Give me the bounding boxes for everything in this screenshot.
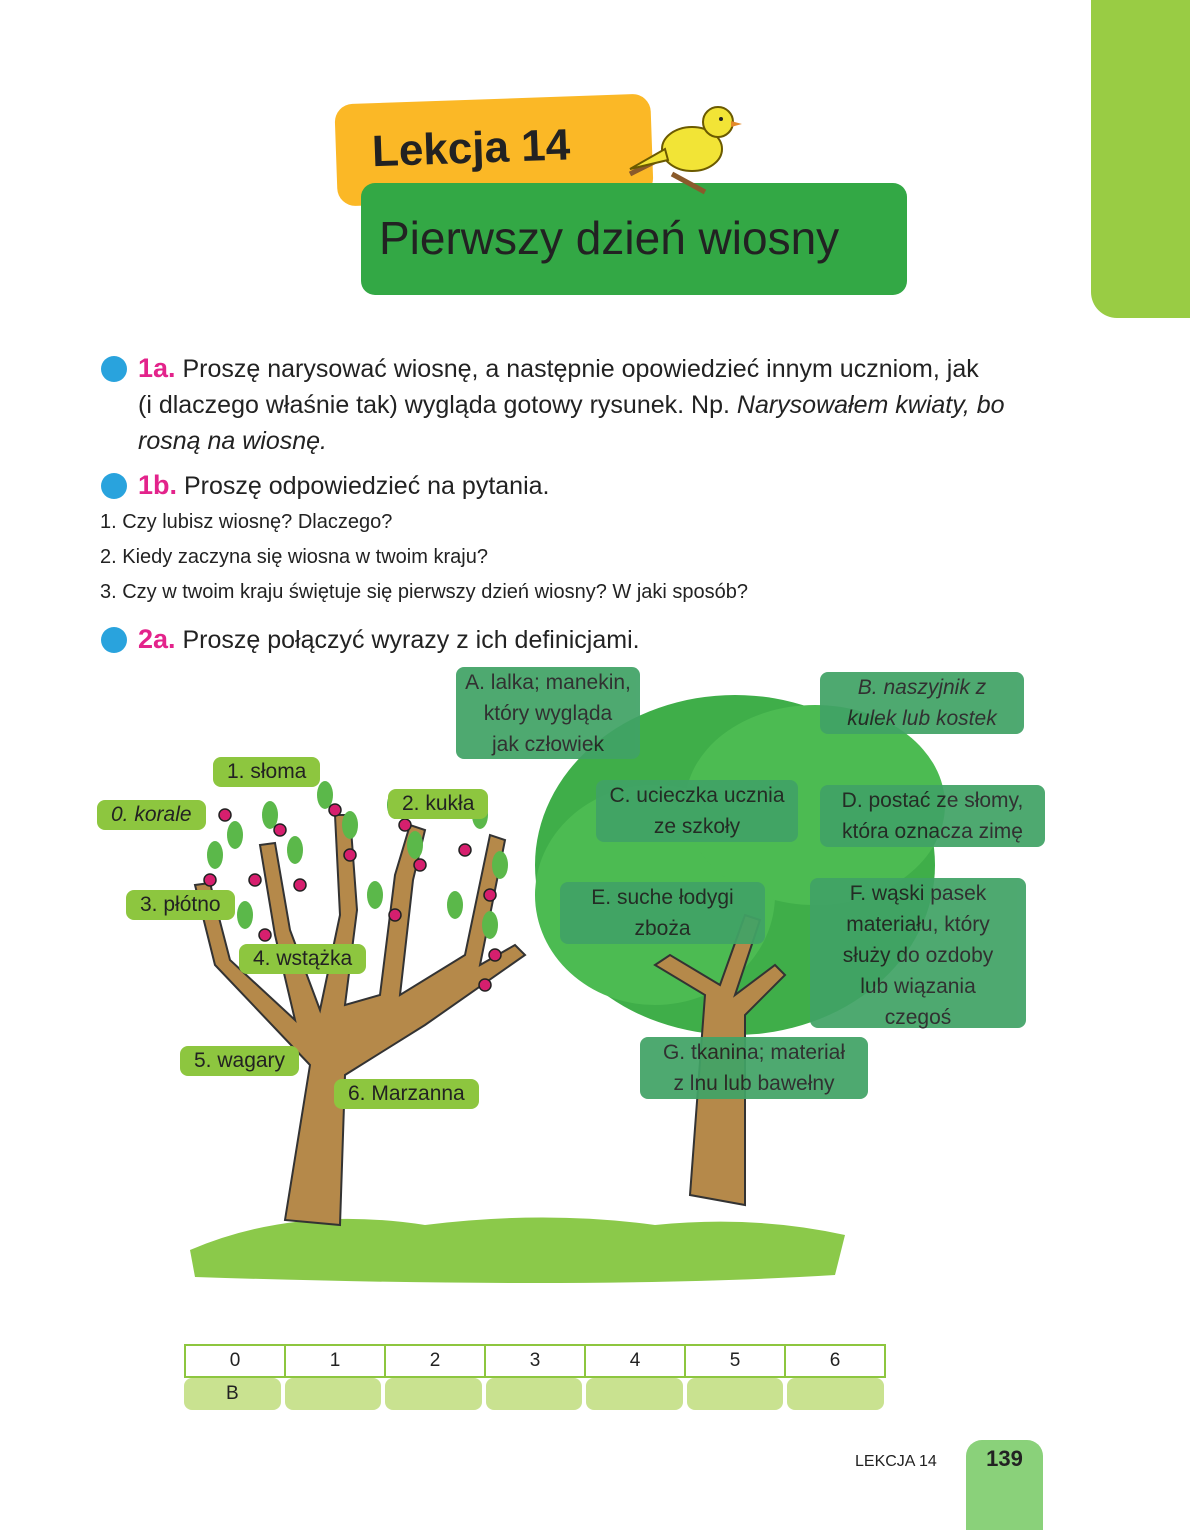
definition-a-line: A. lalka; manekin, (465, 671, 631, 694)
definition-a (456, 667, 640, 759)
speaking-icon (101, 473, 127, 499)
definition-c-line: ze szkoły (653, 815, 741, 838)
exercise-2a (138, 621, 640, 658)
question-1: 1. Czy lubisz wiosnę? Dlaczego? (100, 511, 393, 533)
side-color-tab (1091, 0, 1190, 318)
definition-f-line: lub wiązania (860, 975, 976, 998)
exercise-2a-text: Proszę połączyć wyrazy z ich definicjami. (182, 626, 640, 654)
exercise-1b-number: 1b. (138, 470, 178, 500)
answer-cell[interactable] (285, 1378, 382, 1410)
definition-g-line: G. tkanina; materiał (662, 1041, 846, 1064)
page-number-tab (966, 1440, 1043, 1530)
word-1: 1. słoma (213, 757, 320, 787)
page-number: 139 (986, 1446, 1023, 1471)
answer-cell[interactable]: B (184, 1378, 281, 1410)
answer-header-cell: 4 (586, 1346, 686, 1376)
definition-f-line: materiału, który (846, 913, 990, 936)
answer-header-cell: 0 (186, 1346, 286, 1376)
word-2: 2. kukła (388, 789, 488, 819)
definition-c-line: C. ucieczka ucznia (609, 784, 785, 807)
word-4: 4. wstążka (239, 944, 366, 974)
definition-g (640, 1037, 868, 1099)
definition-e-line: E. suche łodygi (591, 886, 734, 909)
definition-b (820, 672, 1024, 734)
definition-f (810, 878, 1026, 1028)
definition-a-line: jak człowiek (491, 733, 605, 756)
word-0: 0. korale (97, 800, 206, 830)
word-6: 6. Marzanna (334, 1079, 479, 1109)
definition-f-line: służy do ozdoby (842, 944, 994, 967)
reading-icon (101, 627, 127, 653)
exercise-1a-example-part2: rosną na wiosnę. (138, 427, 328, 455)
exercise-1b-text: Proszę odpowiedzieć na pytania. (183, 472, 550, 500)
definition-g-line: z lnu lub bawełny (673, 1072, 835, 1095)
exercise-1a-text-line2: (i dlaczego właśnie tak) wygląda gotowy rysunek. Np. (138, 391, 737, 419)
answer-cell[interactable] (385, 1378, 482, 1410)
answer-header-cell: 1 (286, 1346, 386, 1376)
answer-cell[interactable] (586, 1378, 683, 1410)
definition-d-line: D. postać ze słomy, (841, 789, 1024, 812)
lesson-label: Lekcja 14 (371, 120, 571, 177)
exercise-1a-example-part1: Narysowałem kwiaty, bo (736, 391, 1005, 419)
answer-header-cell: 3 (486, 1346, 586, 1376)
answer-table-header (184, 1344, 886, 1378)
word-5: 5. wagary (180, 1046, 299, 1076)
answer-header-cell: 2 (386, 1346, 486, 1376)
definition-b-line: B. naszyjnik z (857, 676, 987, 699)
definition-f-line: czegoś (884, 1006, 952, 1029)
exercise-2a-number: 2a. (138, 624, 176, 654)
exercise-1b (138, 467, 549, 504)
answer-cell[interactable] (787, 1378, 884, 1410)
answer-cell[interactable] (486, 1378, 583, 1410)
answer-header-cell: 5 (686, 1346, 786, 1376)
page-title: Pierwszy dzień wiosny (379, 212, 840, 264)
word-3: 3. płótno (126, 890, 235, 920)
reading-icon (101, 356, 127, 382)
exercise-1a-number: 1a. (138, 353, 176, 383)
definition-e-line: zboża (634, 917, 691, 940)
question-2: 2. Kiedy zaczyna się wiosna w twoim kraju? (100, 546, 488, 568)
definition-d-line: która oznacza zimę (842, 820, 1023, 843)
exercise-1a (138, 350, 1043, 459)
definition-c (596, 780, 798, 842)
definition-d (820, 785, 1045, 847)
answer-table-row (184, 1378, 884, 1410)
definition-e (560, 882, 765, 944)
canary-bird-icon (610, 94, 750, 204)
answer-header-cell: 6 (829, 1350, 841, 1371)
definition-f-line: F. wąski pasek (849, 882, 987, 905)
definition-b-line: kulek lub kostek (847, 707, 997, 730)
footer-lesson-label: LEKCJA 14 (855, 1453, 937, 1470)
question-3: 3. Czy w twoim kraju świętuje się pierwszy dzień wiosny? W jaki sposób? (100, 581, 749, 603)
answer-cell[interactable] (687, 1378, 784, 1410)
definition-a-line: który wygląda (483, 702, 613, 725)
exercise-1a-text-line1: Proszę narysować wiosnę, a następnie opowiedzieć innym uczniom, jak (182, 355, 979, 383)
